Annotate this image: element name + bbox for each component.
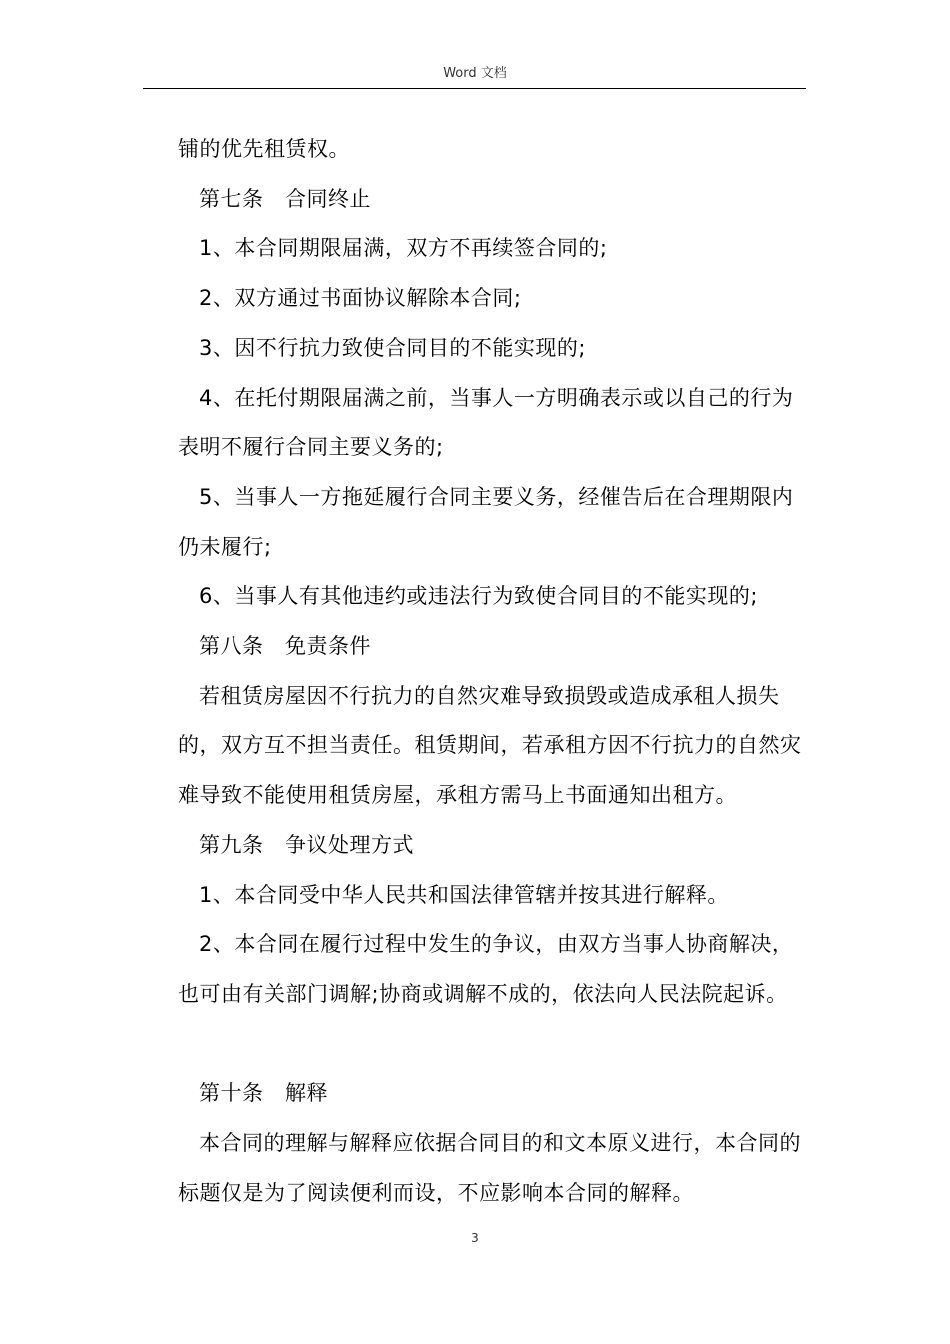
clause-8-text: 若租赁房屋因不行抗力的自然灾难导致损毁或造成承租人损失的，双方互不担当责任。租赁期间，若承租方因不行抗力的自然灾难导致不能使用租赁房屋，承租方需马上书面通知出租方。 bbox=[178, 683, 802, 808]
header-title: Word 文档 bbox=[443, 66, 507, 81]
page-number: 3 bbox=[471, 1231, 479, 1245]
clause-7-4: 4、在托付期限届满之前，当事人一方明确表示或以自己的行为表明不履行合同主要义务的; bbox=[178, 385, 794, 460]
article-heading-9: 第九条 争议处理方式 bbox=[199, 832, 414, 857]
clause-7-1: 1、本合同期限届满，双方不再续签合同的; bbox=[199, 236, 608, 261]
article-heading-8: 第八条 免责条件 bbox=[199, 634, 371, 659]
clause-7-5: 5、当事人一方拖延履行合同主要义务，经催告后在合理期限内仍未履行; bbox=[178, 484, 794, 559]
clause-9-1: 1、本合同受中华人民共和国法律管辖并按其进行解释。 bbox=[199, 882, 729, 907]
article-heading-10: 第十条 解释 bbox=[199, 1081, 328, 1106]
article-heading-7: 第七条 合同终止 bbox=[199, 186, 371, 211]
clause-9-2: 2、本合同在履行过程中发生的争议，由双方当事人协商解决，也可由有关部门调解;协商或调解不成的，依法向人民法院起诉。 bbox=[178, 932, 794, 1006]
document-body bbox=[178, 125, 808, 1218]
paragraph-spacer bbox=[178, 1020, 808, 1070]
clause-7-6: 6、当事人有其他违约或违法行为致使合同目的不能实现的; bbox=[199, 584, 758, 609]
clause-7-3: 3、因不行抗力致使合同目的不能实现的; bbox=[199, 335, 586, 360]
header-divider bbox=[143, 88, 806, 89]
clause-10-text: 本合同的理解与解释应依据合同目的和文本原义进行，本合同的标题仅是为了阅读便利而设，不应影响本合同的解释。 bbox=[178, 1131, 801, 1205]
paragraph-continuation: 铺的优先租赁权。 bbox=[178, 137, 350, 161]
clause-7-2: 2、双方通过书面协议解除本合同; bbox=[199, 286, 522, 311]
